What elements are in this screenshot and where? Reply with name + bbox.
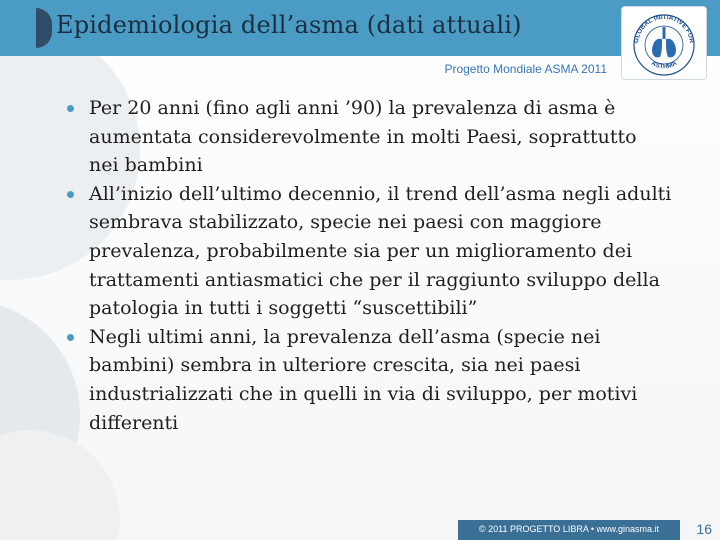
lungs-icon: [628, 9, 700, 77]
background-circle: [0, 430, 120, 540]
bullet-dot-icon: [67, 334, 74, 341]
bullet-list: [72, 94, 672, 437]
header-accent: [36, 8, 52, 48]
bullet-item: [72, 180, 672, 323]
footer-bar: [458, 520, 680, 540]
bullet-dot-icon: [67, 105, 74, 112]
bullet-item: [72, 323, 672, 437]
page-number: 16: [696, 521, 712, 537]
header-bar: [0, 0, 720, 56]
bullet-item: [72, 94, 672, 180]
slide-title: Epidemiologia dell’asma (dati attuali): [56, 11, 522, 39]
bullet-dot-icon: [67, 191, 74, 198]
logo-text-bottom: ASTHMA: [649, 59, 679, 71]
bullet-text: Per 20 anni (fino agli anni ’90) la prevalenza di asma è aumentata considerevolmente in molti Paesi, soprattutto nei bambini: [89, 97, 637, 177]
footer-text: © 2011 PROGETTO LIBRA • www.ginasma.it: [478, 524, 659, 534]
logo-text-top: GLOBAL INITIATIVE FOR: [632, 13, 695, 44]
gina-logo: [621, 6, 707, 80]
bullet-text: All’inizio dell’ultimo decennio, il trend dell’asma negli adulti sembrava stabilizzato, specie nei paesi con maggiore prevalenza, probabilmente sia per un miglioramento dei trattamenti antiasmatici che per il raggiunto sviluppo della patologia in tutti i soggetti “suscettibili”: [89, 182, 672, 320]
slide-subtitle: Progetto Mondiale ASMA 2011: [444, 62, 607, 76]
bullet-text: Negli ultimi anni, la prevalenza dell’asma (specie nei bambini) sembra in ulteriore crescita, sia nei paesi industrializzati che in quelli in via di sviluppo, per motivi differenti: [89, 325, 638, 434]
